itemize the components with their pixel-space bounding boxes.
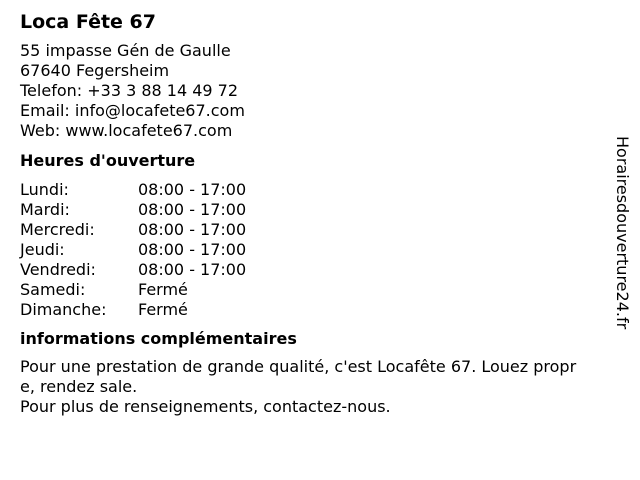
day-hours: 08:00 - 17:00 xyxy=(138,200,247,219)
day-hours: 08:00 - 17:00 xyxy=(138,180,247,199)
hours-row-friday xyxy=(20,260,595,280)
website-line: Web: www.locafete67.com xyxy=(20,121,233,140)
site-watermark-label: Horairesdouverture24.fr xyxy=(613,136,632,330)
hours-row-monday xyxy=(20,180,595,200)
day-hours: 08:00 - 17:00 xyxy=(138,220,247,239)
day-hours: 08:00 - 17:00 xyxy=(138,240,247,259)
day-label: Mardi: xyxy=(20,200,70,219)
hours-row-saturday xyxy=(20,280,595,300)
hours-row-wednesday xyxy=(20,220,595,240)
day-label: Vendredi: xyxy=(20,260,96,279)
business-name: Loca Fête 67 xyxy=(20,11,156,33)
day-label: Lundi: xyxy=(20,180,69,199)
description-text: Pour une prestation de grande qualité, c'est Locafête 67. Louez propre, rendez sale. xyxy=(20,357,577,396)
address-street: 55 impasse Gén de Gaulle xyxy=(20,41,231,60)
contact-note: Pour plus de renseignements, contactez-nous. xyxy=(20,397,391,416)
business-card xyxy=(20,10,595,417)
day-hours: 08:00 - 17:00 xyxy=(138,260,247,279)
day-hours: Fermé xyxy=(138,280,188,299)
day-label: Dimanche: xyxy=(20,300,107,319)
day-label: Mercredi: xyxy=(20,220,95,239)
day-label: Samedi: xyxy=(20,280,86,299)
day-hours: Fermé xyxy=(138,300,188,319)
address-city: 67640 Fegersheim xyxy=(20,61,170,80)
hours-row-sunday xyxy=(20,300,595,320)
phone-line: Telefon: +33 3 88 14 49 72 xyxy=(20,81,239,100)
hours-row-tuesday xyxy=(20,200,595,220)
hours-row-thursday xyxy=(20,240,595,260)
additional-info-heading: informations complémentaires xyxy=(20,329,297,348)
opening-hours-heading: Heures d'ouverture xyxy=(20,151,196,170)
day-label: Jeudi: xyxy=(20,240,65,259)
email-line: Email: info@locafete67.com xyxy=(20,101,245,120)
